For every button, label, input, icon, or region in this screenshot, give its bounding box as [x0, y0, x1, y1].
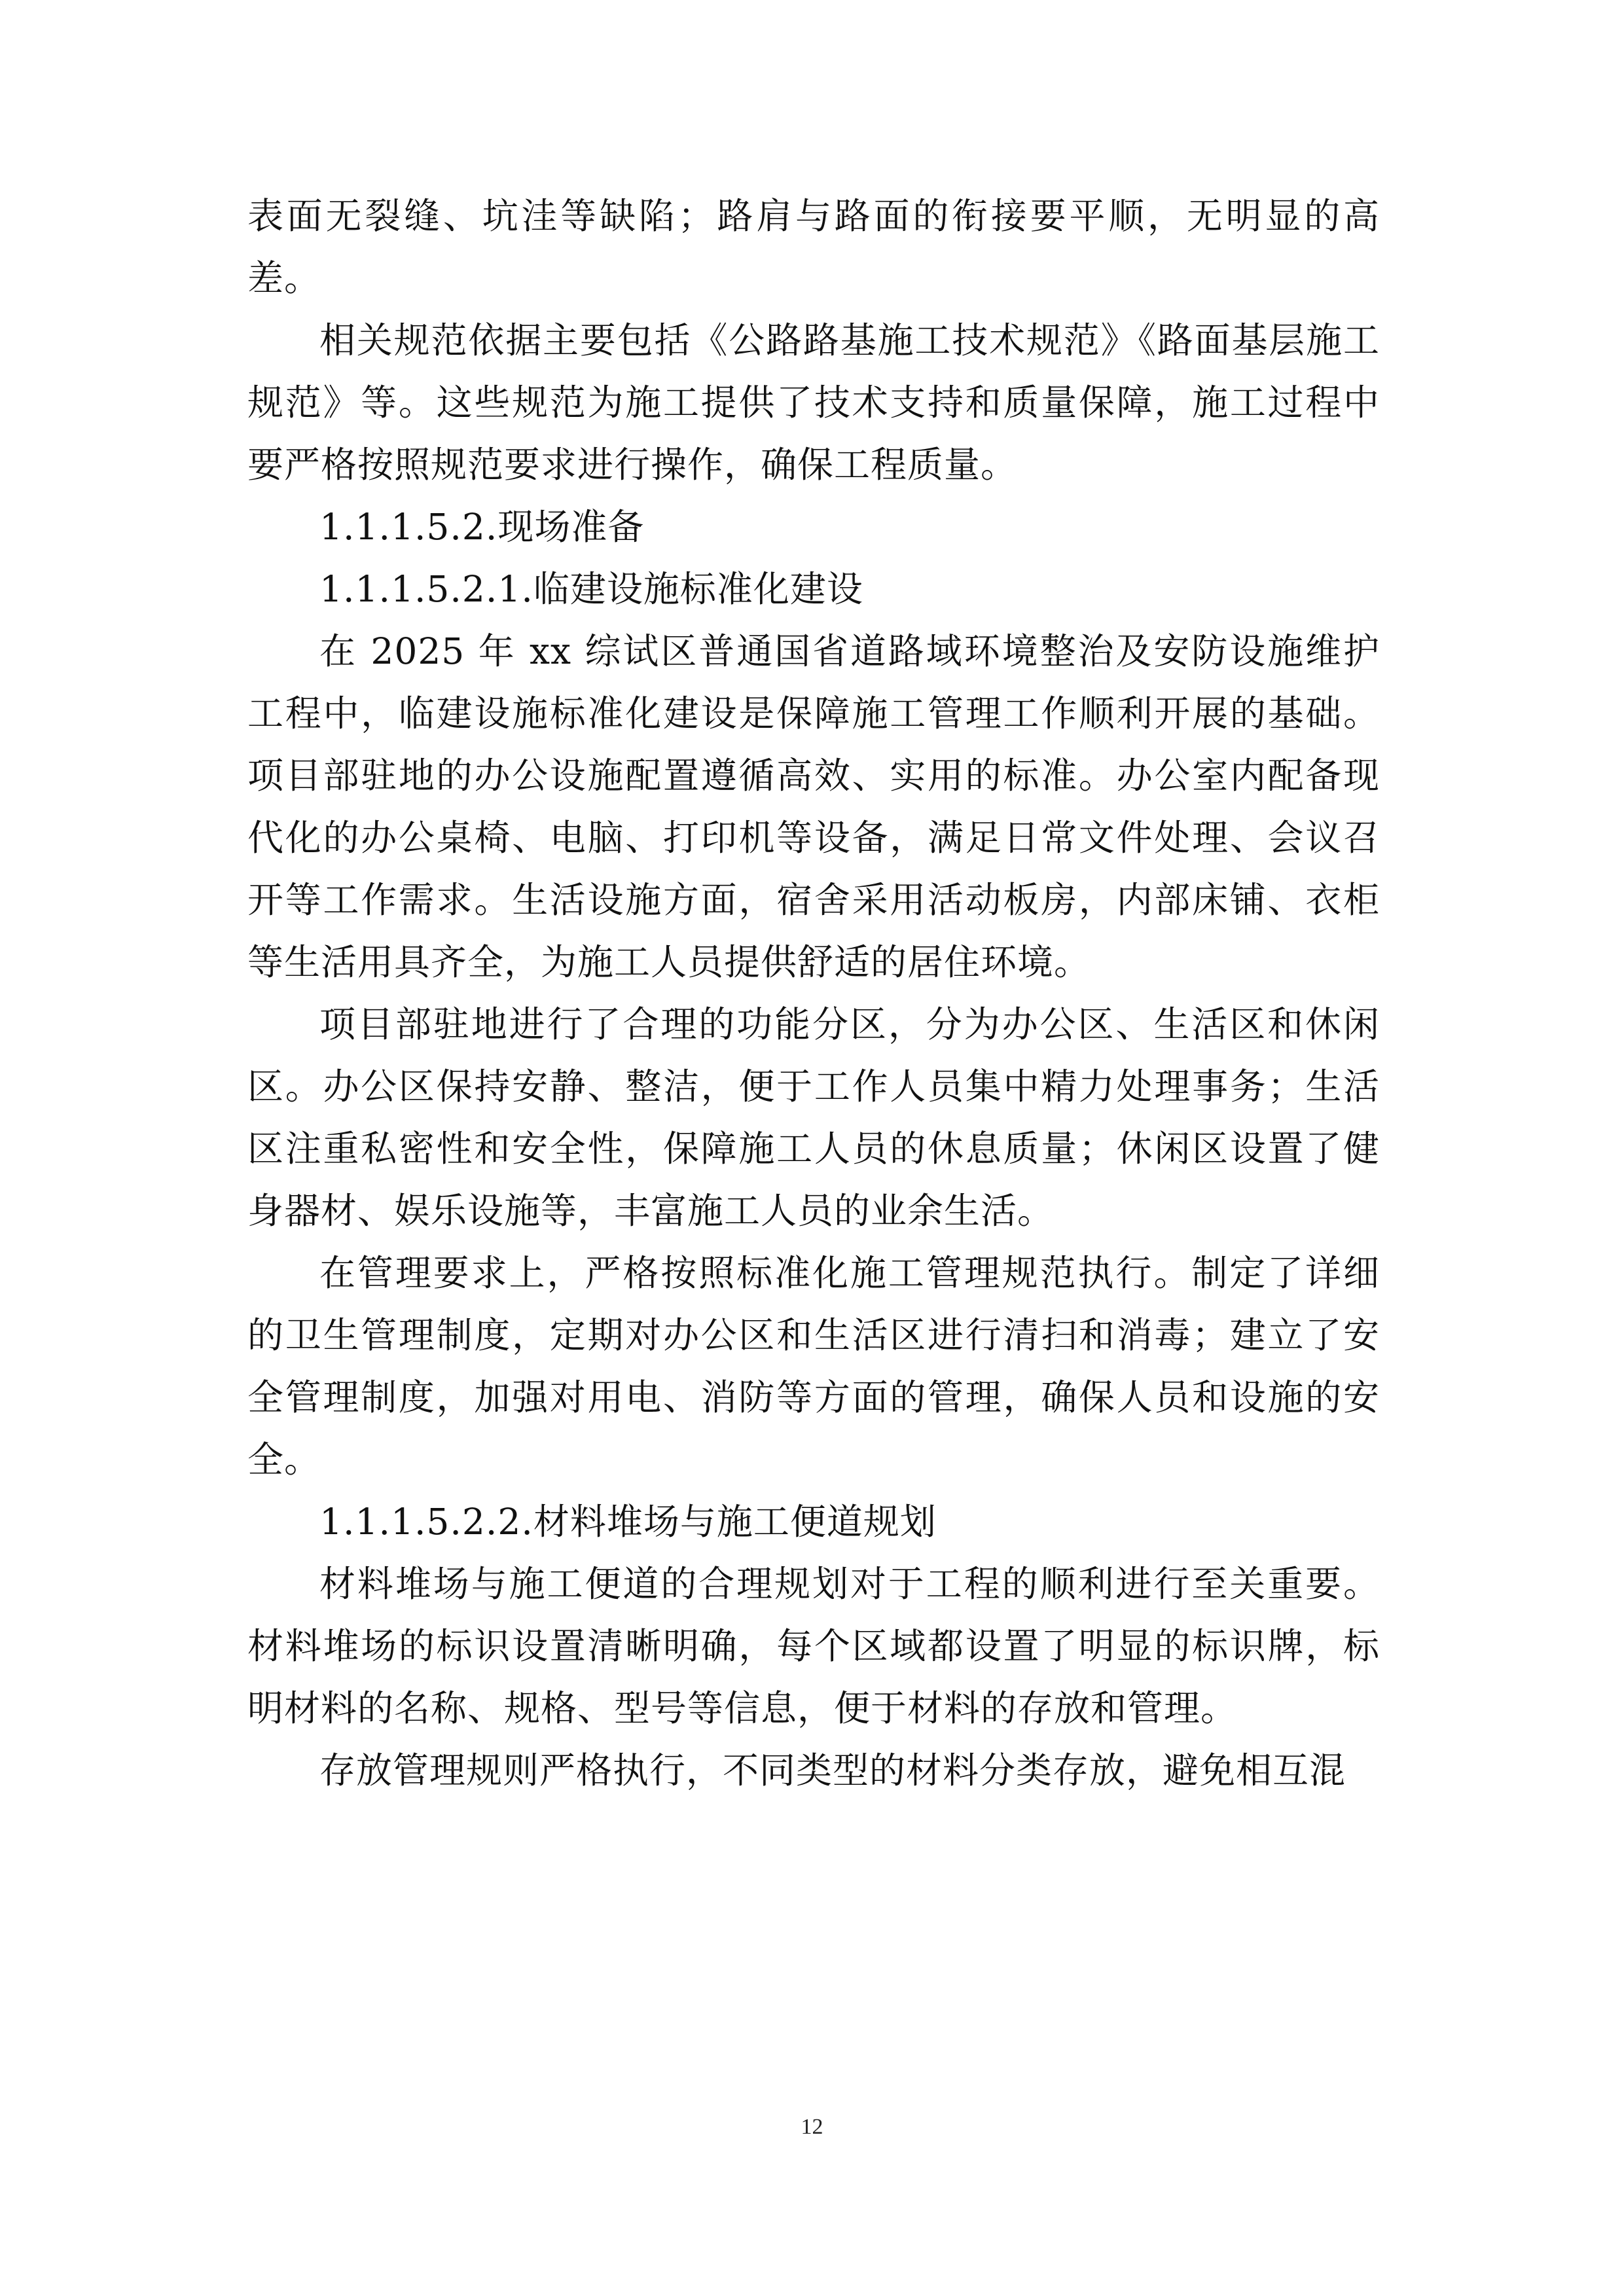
paragraph: 表面无裂缝、坑洼等缺陷；路肩与路面的衔接要平顺，无明显的高差。 [247, 195, 1380, 299]
section-heading: 1.1.1.5.2.2.材料堆场与施工便道规划 [319, 1501, 937, 1543]
paragraph: 相关规范依据主要包括《公路路基施工技术规范》《路面基层施工规范》等。这些规范为施工提供了技术支持和质量保障，施工过程中要严格按照规范要求进行操作，确保工程质量。 [247, 319, 1380, 486]
paragraph: 项目部驻地进行了合理的功能分区，分为办公区、生活区和休闲区。办公区保持安静、整洁，便于工作人员集中精力处理事务；生活区注重私密性和安全性，保障施工人员的休息质量；休闲区设置了健身器材、娱乐设施等，丰富施工人员的业余生活。 [247, 1003, 1380, 1232]
paragraph: 存放管理规则严格执行，不同类型的材料分类存放，避免相互混 [319, 1749, 1346, 1791]
page-body [247, 185, 1380, 1802]
section-heading: 1.1.1.5.2.现场准备 [319, 506, 645, 548]
paragraph: 材料堆场与施工便道的合理规划对于工程的顺利进行至关重要。材料堆场的标识设置清晰明确，每个区域都设置了明显的标识牌，标明材料的名称、规格、型号等信息，便于材料的存放和管理。 [247, 1563, 1380, 1729]
page-number: 12 [801, 2115, 823, 2139]
section-heading: 1.1.1.5.2.1.临建设施标准化建设 [319, 568, 863, 610]
paragraph: 在管理要求上，严格按照标准化施工管理规范执行。制定了详细的卫生管理制度，定期对办公区和生活区进行清扫和消毒；建立了安全管理制度，加强对用电、消防等方面的管理，确保人员和设施的安全。 [247, 1252, 1380, 1480]
paragraph: 在 2025 年 xx 综试区普通国省道路域环境整治及安防设施维护工程中，临建设施标准化建设是保障施工管理工作顺利开展的基础。项目部驻地的办公设施配置遵循高效、实用的标准。办公室内配备现代化的办公桌椅、电脑、打印机等设备，满足日常文件处理、会议召开等工作需求。生活设施方面，宿舍采用活动板房，内部床铺、衣柜等生活用具齐全，为施工人员提供舒适的居住环境。 [247, 630, 1380, 983]
